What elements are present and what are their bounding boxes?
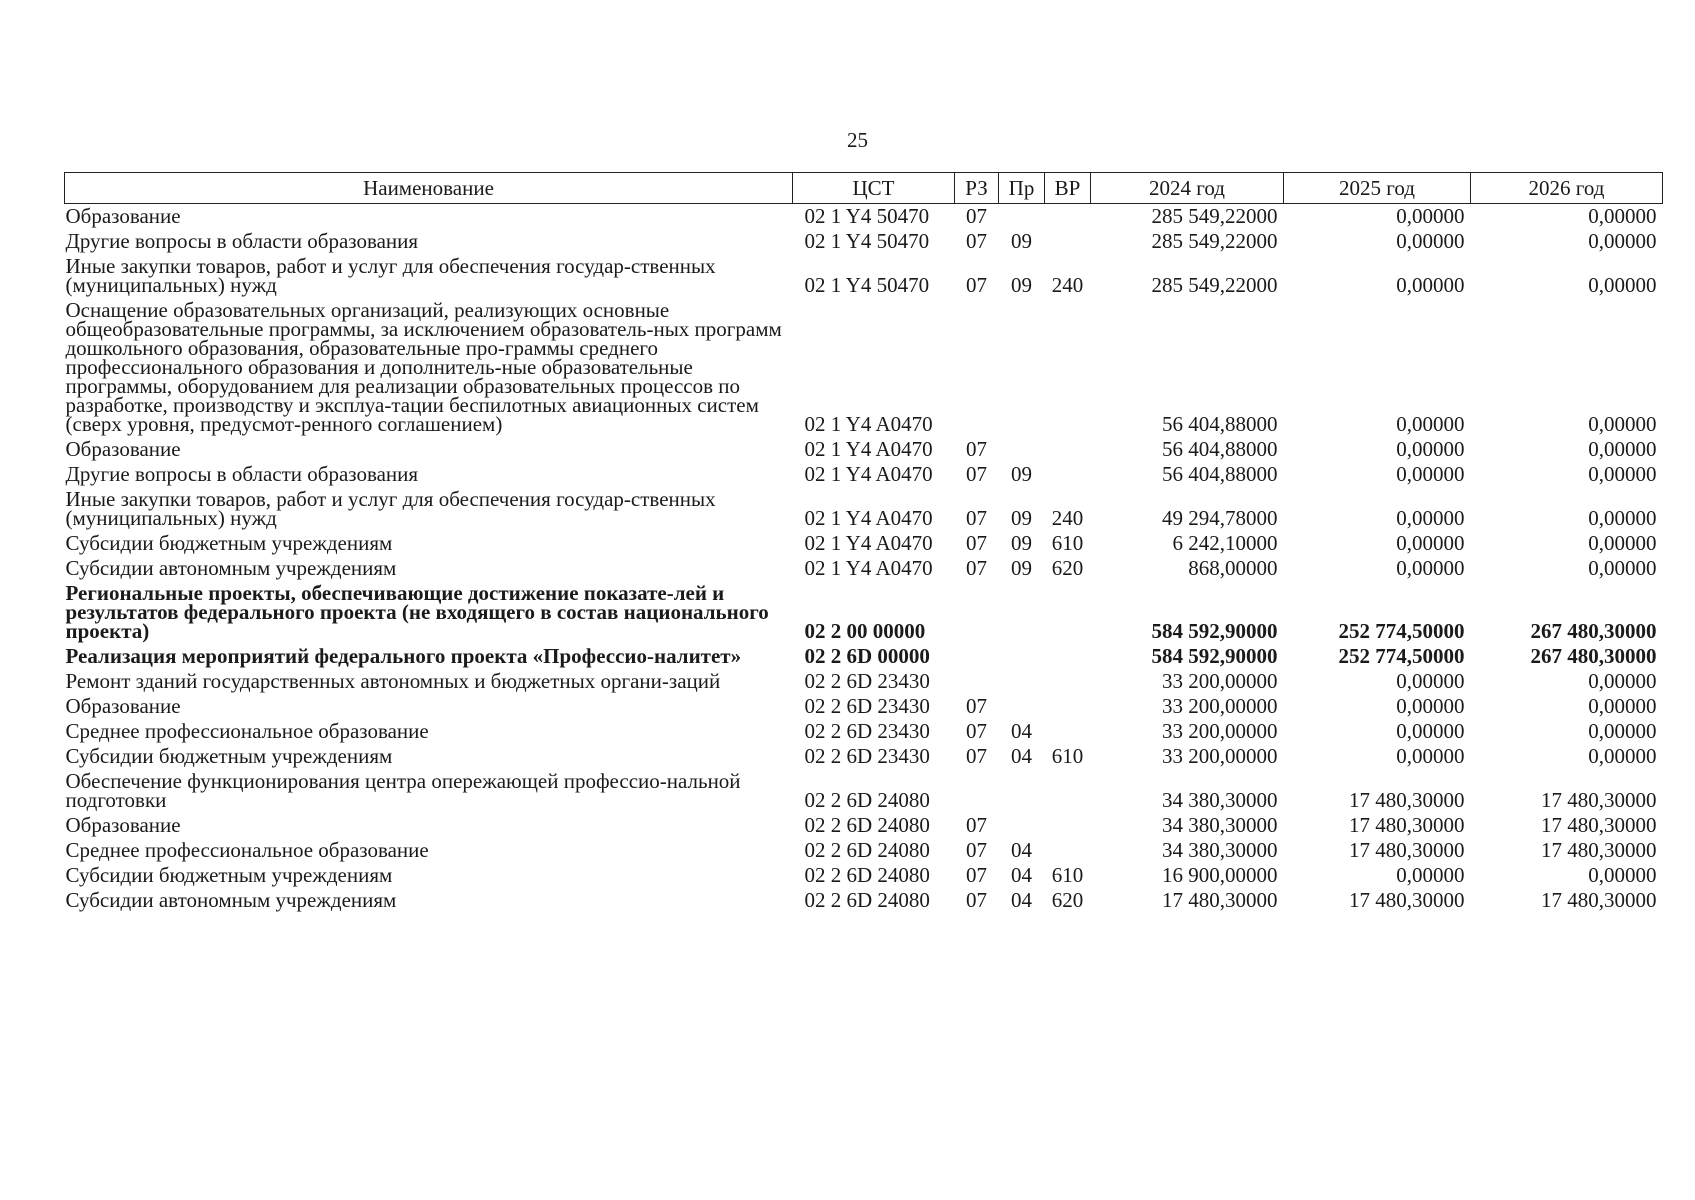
- row-rz: 07: [966, 273, 987, 297]
- row-rz: 07: [966, 694, 987, 718]
- row-cst-code: 02 1 Y4 A0470: [804, 412, 933, 436]
- row-rz: [955, 298, 999, 437]
- row-pr: [999, 437, 1045, 462]
- row-amount-2025: 0,00000: [1396, 744, 1465, 768]
- row-vr: [1045, 694, 1091, 719]
- row-amount-2024: 16 900,00000: [1162, 863, 1278, 887]
- row-amount-2024: 33 200,00000: [1162, 694, 1278, 718]
- row-vr: 610: [1051, 863, 1084, 887]
- row-amount-2024: 868,00000: [1188, 556, 1278, 580]
- header-2025: 2025 год: [1284, 173, 1471, 204]
- table-row: [65, 581, 1663, 644]
- row-name: Субсидии бюджетным учреждениям: [65, 863, 393, 887]
- row-name: Субсидии автономным учреждениям: [65, 888, 397, 912]
- row-cst-code: 02 1 Y4 A0470: [804, 506, 933, 530]
- row-name: Субсидии автономным учреждениям: [65, 556, 397, 580]
- row-pr: 09: [1011, 462, 1032, 486]
- row-amount-2025: 0,00000: [1396, 531, 1465, 555]
- row-name: Обеспечение функционирования центра опережающей профессио-нальной подготовки: [65, 769, 741, 812]
- row-rz: 07: [966, 556, 987, 580]
- row-pr: 09: [1011, 531, 1032, 555]
- row-amount-2025: 17 480,30000: [1349, 813, 1465, 837]
- budget-table: [64, 172, 1663, 913]
- row-cst-code: 02 1 Y4 50470: [804, 273, 930, 297]
- row-amount-2026: 0,00000: [1588, 694, 1657, 718]
- row-vr: 620: [1051, 556, 1084, 580]
- row-pr: [999, 669, 1045, 694]
- row-name: Субсидии бюджетным учреждениям: [65, 744, 393, 768]
- row-vr: [1045, 204, 1091, 230]
- row-amount-2024: 34 380,30000: [1162, 838, 1278, 862]
- row-amount-2026: 0,00000: [1588, 273, 1657, 297]
- table-row: [65, 487, 1663, 531]
- row-name: Среднее профессиональное образование: [65, 838, 429, 862]
- row-amount-2024: 285 549,22000: [1151, 204, 1278, 228]
- header-rz: РЗ: [955, 173, 999, 204]
- row-vr: [1045, 838, 1091, 863]
- row-amount-2026: 0,00000: [1588, 669, 1657, 693]
- row-amount-2025: 0,00000: [1396, 863, 1465, 887]
- row-name: Среднее профессиональное образование: [65, 719, 429, 743]
- row-name: Региональные проекты, обеспечивающие достижение показате-лей и результатов федерального проекта (не входящего в состав национального проекта): [65, 581, 769, 643]
- row-name: Ремонт зданий государственных автономных и бюджетных органи-заций: [65, 669, 721, 693]
- row-name: Реализация мероприятий федерального проекта «Профессио-налитет»: [65, 644, 742, 668]
- row-rz: [955, 644, 999, 669]
- row-name: Образование: [65, 694, 181, 718]
- header-pr: Пр: [999, 173, 1045, 204]
- table-row: [65, 888, 1663, 913]
- row-amount-2024: 584 592,90000: [1151, 619, 1278, 643]
- row-amount-2024: 33 200,00000: [1162, 744, 1278, 768]
- row-cst-code: 02 1 Y4 A0470: [804, 556, 933, 580]
- row-amount-2024: 33 200,00000: [1162, 669, 1278, 693]
- header-2026: 2026 год: [1471, 173, 1663, 204]
- row-vr: [1045, 437, 1091, 462]
- row-pr: 09: [1011, 229, 1032, 253]
- row-amount-2026: 0,00000: [1588, 412, 1657, 436]
- row-amount-2025: 17 480,30000: [1349, 888, 1465, 912]
- row-name: Оснащение образовательных организаций, реализующих основные общеобразовательные программы, за исключением образователь-ных программ дошкольного образования, образовательные про-граммы среднего профессионального образования и дополнитель-ные образовательные программы, оборудованием для реализации образовательных процессов по разработке, производству и эксплуа-тации беспилотных авиационных систем (сверх уровня, предусмот-ренного соглашением): [65, 298, 782, 436]
- row-rz: 07: [966, 719, 987, 743]
- row-rz: 07: [966, 204, 987, 228]
- row-amount-2024: 34 380,30000: [1162, 813, 1278, 837]
- row-amount-2025: 252 774,50000: [1338, 644, 1465, 668]
- row-vr: 610: [1051, 531, 1084, 555]
- row-amount-2026: 0,00000: [1588, 744, 1657, 768]
- row-rz: 07: [966, 888, 987, 912]
- row-amount-2026: 17 480,30000: [1541, 788, 1657, 812]
- row-name: Другие вопросы в области образования: [65, 229, 419, 253]
- row-cst-code: 02 2 6D 24080: [804, 813, 930, 837]
- row-vr: [1045, 298, 1091, 437]
- table-row: [65, 769, 1663, 813]
- row-cst-code: 02 1 Y4 50470: [804, 229, 930, 253]
- row-amount-2025: 0,00000: [1396, 556, 1465, 580]
- row-rz: 07: [966, 813, 987, 837]
- table-row: [65, 719, 1663, 744]
- row-vr: [1045, 581, 1091, 644]
- row-rz: 07: [966, 437, 987, 461]
- row-amount-2025: 0,00000: [1396, 273, 1465, 297]
- row-amount-2024: 56 404,88000: [1162, 437, 1278, 461]
- row-amount-2026: 0,00000: [1588, 229, 1657, 253]
- row-amount-2025: 0,00000: [1396, 694, 1465, 718]
- row-amount-2026: 0,00000: [1588, 719, 1657, 743]
- row-name: Субсидии бюджетным учреждениям: [65, 531, 393, 555]
- table-row: [65, 298, 1663, 437]
- header-name: Наименование: [65, 173, 793, 204]
- row-amount-2025: 0,00000: [1396, 204, 1465, 228]
- row-amount-2025: 17 480,30000: [1349, 838, 1465, 862]
- row-cst-code: 02 2 6D 24080: [804, 838, 930, 862]
- row-amount-2026: 0,00000: [1588, 556, 1657, 580]
- row-pr: 04: [1011, 888, 1032, 912]
- row-amount-2025: 0,00000: [1396, 669, 1465, 693]
- table-row: [65, 644, 1663, 669]
- row-name: Образование: [65, 204, 181, 228]
- table-row: [65, 437, 1663, 462]
- row-name: Иные закупки товаров, работ и услуг для обеспечения государ-ственных (муниципальных) нужд: [65, 487, 716, 530]
- row-vr: [1045, 813, 1091, 838]
- row-rz: [955, 581, 999, 644]
- row-amount-2025: 0,00000: [1396, 229, 1465, 253]
- row-amount-2026: 0,00000: [1588, 531, 1657, 555]
- row-pr: 04: [1011, 863, 1032, 887]
- row-amount-2024: 17 480,30000: [1162, 888, 1278, 912]
- row-amount-2025: 0,00000: [1396, 437, 1465, 461]
- row-amount-2026: 0,00000: [1588, 204, 1657, 228]
- row-cst-code: 02 1 Y4 A0470: [804, 531, 933, 555]
- row-rz: 07: [966, 744, 987, 768]
- table-header: [65, 173, 1663, 204]
- row-cst-code: 02 1 Y4 50470: [804, 204, 930, 228]
- row-name: Другие вопросы в области образования: [65, 462, 419, 486]
- row-amount-2026: 267 480,30000: [1530, 644, 1657, 668]
- row-cst-code: 02 1 Y4 A0470: [804, 437, 933, 461]
- row-amount-2024: 584 592,90000: [1151, 644, 1278, 668]
- page-number: 25: [847, 128, 868, 152]
- row-amount-2024: 33 200,00000: [1162, 719, 1278, 743]
- table-row: [65, 744, 1663, 769]
- row-vr: [1045, 644, 1091, 669]
- row-vr: [1045, 669, 1091, 694]
- row-rz: 07: [966, 462, 987, 486]
- row-cst-code: 02 2 6D 00000: [804, 644, 930, 668]
- row-cst-code: 02 2 6D 23430: [804, 744, 930, 768]
- row-amount-2026: 17 480,30000: [1541, 813, 1657, 837]
- row-vr: [1045, 769, 1091, 813]
- row-amount-2024: 285 549,22000: [1151, 229, 1278, 253]
- row-amount-2024: 285 549,22000: [1151, 273, 1278, 297]
- header-2024: 2024 год: [1091, 173, 1284, 204]
- row-amount-2025: 17 480,30000: [1349, 788, 1465, 812]
- row-rz: 07: [966, 506, 987, 530]
- row-cst-code: 02 2 6D 23430: [804, 669, 930, 693]
- row-amount-2025: 252 774,50000: [1338, 619, 1465, 643]
- row-amount-2026: 0,00000: [1588, 506, 1657, 530]
- table-row: [65, 229, 1663, 254]
- row-cst-code: 02 2 6D 23430: [804, 719, 930, 743]
- row-pr: 04: [1011, 838, 1032, 862]
- row-name: Образование: [65, 437, 181, 461]
- row-pr: 04: [1011, 744, 1032, 768]
- table-row: [65, 254, 1663, 298]
- row-cst-code: 02 1 Y4 A0470: [804, 462, 933, 486]
- row-amount-2026: 17 480,30000: [1541, 888, 1657, 912]
- row-vr: [1045, 229, 1091, 254]
- row-vr: 240: [1051, 506, 1084, 530]
- row-rz: 07: [966, 229, 987, 253]
- row-amount-2025: 0,00000: [1396, 462, 1465, 486]
- row-amount-2026: 17 480,30000: [1541, 838, 1657, 862]
- row-pr: 09: [1011, 273, 1032, 297]
- row-pr: 04: [1011, 719, 1032, 743]
- row-vr: 610: [1051, 744, 1084, 768]
- row-cst-code: 02 2 6D 24080: [804, 888, 930, 912]
- row-amount-2024: 6 242,10000: [1172, 531, 1278, 555]
- row-pr: [999, 813, 1045, 838]
- row-rz: 07: [966, 531, 987, 555]
- row-vr: [1045, 719, 1091, 744]
- row-cst-code: 02 2 6D 24080: [804, 788, 930, 812]
- table-row: [65, 556, 1663, 581]
- row-name: Иные закупки товаров, работ и услуг для обеспечения государ-ственных (муниципальных) нужд: [65, 254, 716, 297]
- row-cst-code: 02 2 6D 23430: [804, 694, 930, 718]
- row-amount-2024: 49 294,78000: [1162, 506, 1278, 530]
- row-amount-2025: 0,00000: [1396, 412, 1465, 436]
- table-row: [65, 863, 1663, 888]
- table-body: [65, 204, 1663, 914]
- row-rz: [955, 669, 999, 694]
- row-amount-2025: 0,00000: [1396, 719, 1465, 743]
- row-amount-2025: 0,00000: [1396, 506, 1465, 530]
- row-pr: [999, 694, 1045, 719]
- row-name: Образование: [65, 813, 181, 837]
- row-pr: [999, 581, 1045, 644]
- row-amount-2026: 0,00000: [1588, 863, 1657, 887]
- row-amount-2024: 56 404,88000: [1162, 412, 1278, 436]
- row-pr: [999, 204, 1045, 230]
- table-row: [65, 669, 1663, 694]
- row-pr: 09: [1011, 506, 1032, 530]
- row-rz: [955, 769, 999, 813]
- row-cst-code: 02 2 00 00000: [804, 619, 926, 643]
- table-row: [65, 531, 1663, 556]
- header-vr: ВР: [1045, 173, 1091, 204]
- row-amount-2024: 56 404,88000: [1162, 462, 1278, 486]
- row-pr: [999, 769, 1045, 813]
- row-rz: 07: [966, 838, 987, 862]
- row-pr: [999, 298, 1045, 437]
- table-row: [65, 462, 1663, 487]
- table-row: [65, 813, 1663, 838]
- row-cst-code: 02 2 6D 24080: [804, 863, 930, 887]
- row-amount-2026: 0,00000: [1588, 437, 1657, 461]
- table-row: [65, 838, 1663, 863]
- row-vr: 240: [1051, 273, 1084, 297]
- row-amount-2026: 267 480,30000: [1530, 619, 1657, 643]
- row-pr: 09: [1011, 556, 1032, 580]
- row-vr: 620: [1051, 888, 1084, 912]
- row-amount-2024: 34 380,30000: [1162, 788, 1278, 812]
- row-amount-2026: 0,00000: [1588, 462, 1657, 486]
- table-row: [65, 694, 1663, 719]
- table-row: [65, 204, 1663, 230]
- row-pr: [999, 644, 1045, 669]
- header-cst: ЦСТ: [793, 173, 955, 204]
- row-rz: 07: [966, 863, 987, 887]
- row-vr: [1045, 462, 1091, 487]
